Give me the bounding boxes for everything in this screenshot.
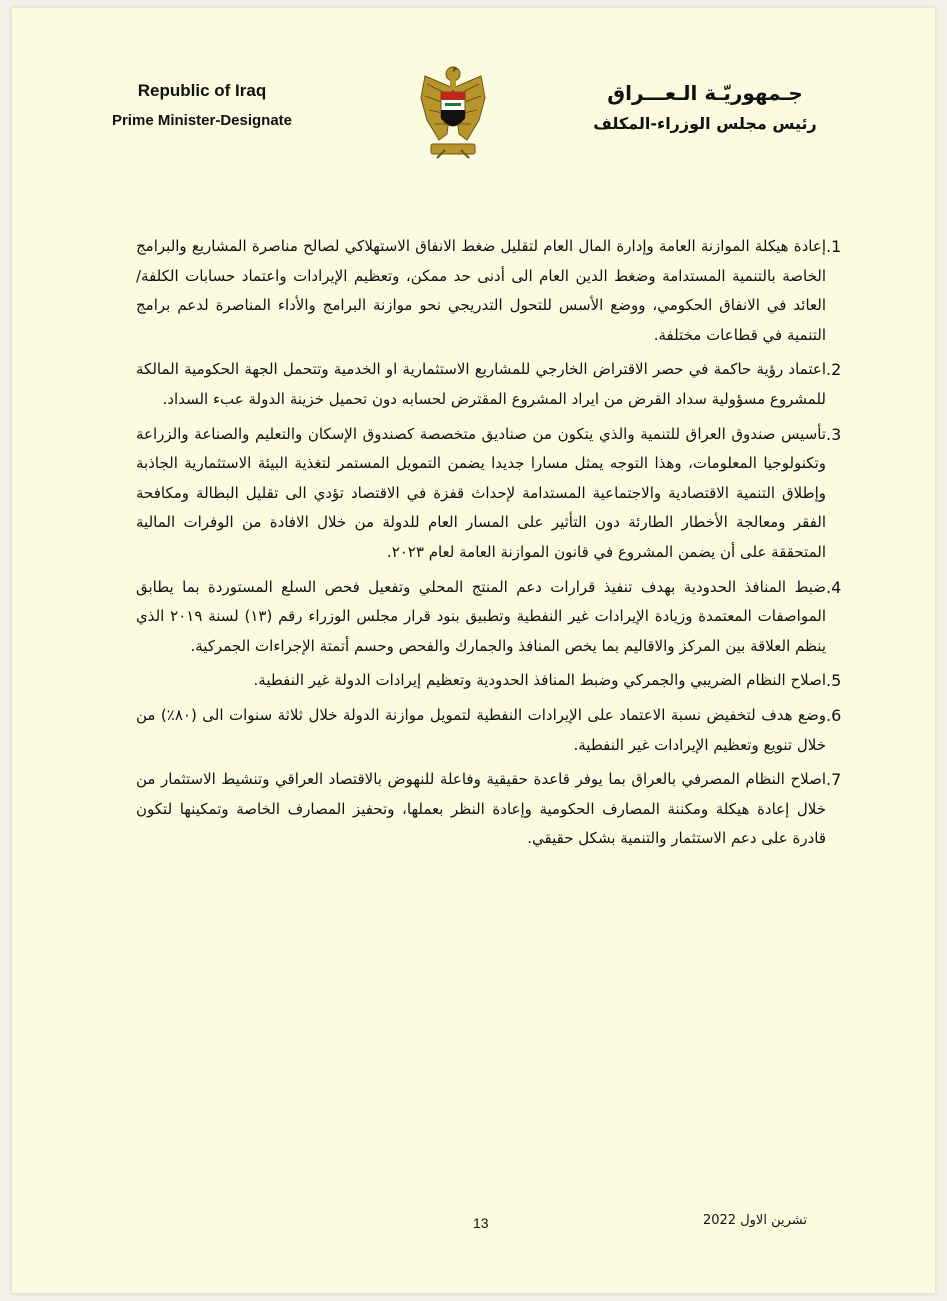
- item-number: .4: [826, 577, 842, 597]
- numbered-list: [136, 232, 856, 854]
- item-number: .3: [826, 424, 842, 444]
- office-title-english: Prime Minister-Designate: [111, 112, 293, 129]
- letterhead-arabic: [575, 80, 835, 136]
- page-number: 13: [473, 1215, 489, 1231]
- item-number: .7: [826, 770, 842, 790]
- document-page: [12, 8, 935, 1293]
- list-item: [136, 573, 856, 662]
- item-number: .1: [826, 237, 842, 256]
- list-item: [136, 701, 856, 760]
- country-name-english: Republic of Iraq: [137, 81, 267, 100]
- item-number: .2: [826, 360, 842, 380]
- item-text: تأسيس صندوق العراق للتنمية والذي يتكون من صناديق متخصصة كصندوق الإسكان والتعليم والصناعة والزراعة وتكنولوجيا المعلومات، وهذا التوجه يمثل مسارا جديدا يضمن التمويل المستمر لتغذية البيئة الاستثمارية الجاذبة وإطلاق التنمية الاقتصادية والاجتماعية المستدامة لإحداث قفزة في الاقتصاد تؤدي الى تقليل البطالة ومكافحة الفقر ومعالجة الأخطار الطارئة دون التأثير على المسار العام للدولة من خلال الافادة من الوفرات المالية المتحققة على أن يضمن المشروع في قانون الموازنة العامة لعام ٢٠٢٣.: [136, 424, 826, 561]
- item-text: اصلاح النظام الضريبي والجمركي وضبط المنافذ الحدودية وتعظيم إيرادات الدولة غير النفطية.: [253, 671, 826, 690]
- list-item: [136, 420, 856, 568]
- item-text: اعتماد رؤية حاكمة في حصر الاقتراض الخارجي للمشاريع الاستثمارية او الخدمية وتتحمل الجهة الحكومية المالكة للمشروع مسؤولية سداد القرض من ايراد المشروع المقترض لحسابه دون تحميل خزينة الدولة عبء السداد.: [136, 360, 826, 408]
- eagle-emblem-icon: [417, 58, 489, 170]
- item-text: ضبط المنافذ الحدودية بهدف تنفيذ قرارات دعم المنتج المحلي وتفعيل فحص السلع المستوردة بما يطابق المواصفات المعتمدة وزيادة الإيرادات غير النفطية وتطبيق بنود قرار مجلس الوزراء رقم (١٣) لسنة ٢٠١٩ الذي ينظم العلاقة بين المركز والاقاليم بما يخص المنافذ والجمارك والفحص وحسم أتمتة الإجراءات الجمركية.: [136, 577, 826, 655]
- item-text: إعادة هيكلة الموازنة العامة وإدارة المال العام لتقليل ضغط الانفاق الاستهلاكي لصالح مناصرة المشاريع والبرامج الخاصة بالتنمية المستدامة وضغط الدين العام الى أدنى حد ممكن، وتعظيم الإيرادات واعتماد حسابات الكلفة/ العائد في الانفاق الحكومي، ووضع الأسس للتحول التدريجي نحو موازنة البرامج والأداء المناصرة لدعم برامج التنمية في قطاعات مختلفة.: [136, 237, 826, 344]
- list-item: [136, 232, 856, 350]
- letterhead-english: [72, 80, 332, 132]
- list-item: [136, 765, 856, 854]
- list-item: [136, 666, 856, 696]
- list-item: [136, 355, 856, 414]
- item-number: .6: [826, 705, 842, 725]
- office-title-arabic: رئيس مجلس الوزراء-المكلف: [593, 114, 817, 133]
- item-text: وضع هدف لتخفيض نسبة الاعتماد على الإيرادات النفطية لتمويل موازنة الدولة خلال ثلاثة سنوات الى (٨٠٪) من خلال تنويع وتعظيم الإيرادات غير النفطية.: [136, 705, 826, 754]
- item-text: اصلاح النظام المصرفي بالعراق بما يوفر قاعدة حقيقية وفاعلة للنهوض بالاقتصاد العراقي وتنشيط الاستثمار من خلال إعادة هيكلة ومكننة المصارف الحكومية وإعادة النظر بعملها، وتحفيز المصارف الخاصة وتمكينها لتكون قادرة على دعم الاستثمار والتنمية بشكل حقيقي.: [136, 770, 826, 848]
- item-number: .5: [826, 671, 842, 691]
- document-date: تشرين الاول 2022: [702, 1213, 807, 1228]
- country-name-arabic: جـمهوريّـة الـعـــراق: [607, 81, 803, 105]
